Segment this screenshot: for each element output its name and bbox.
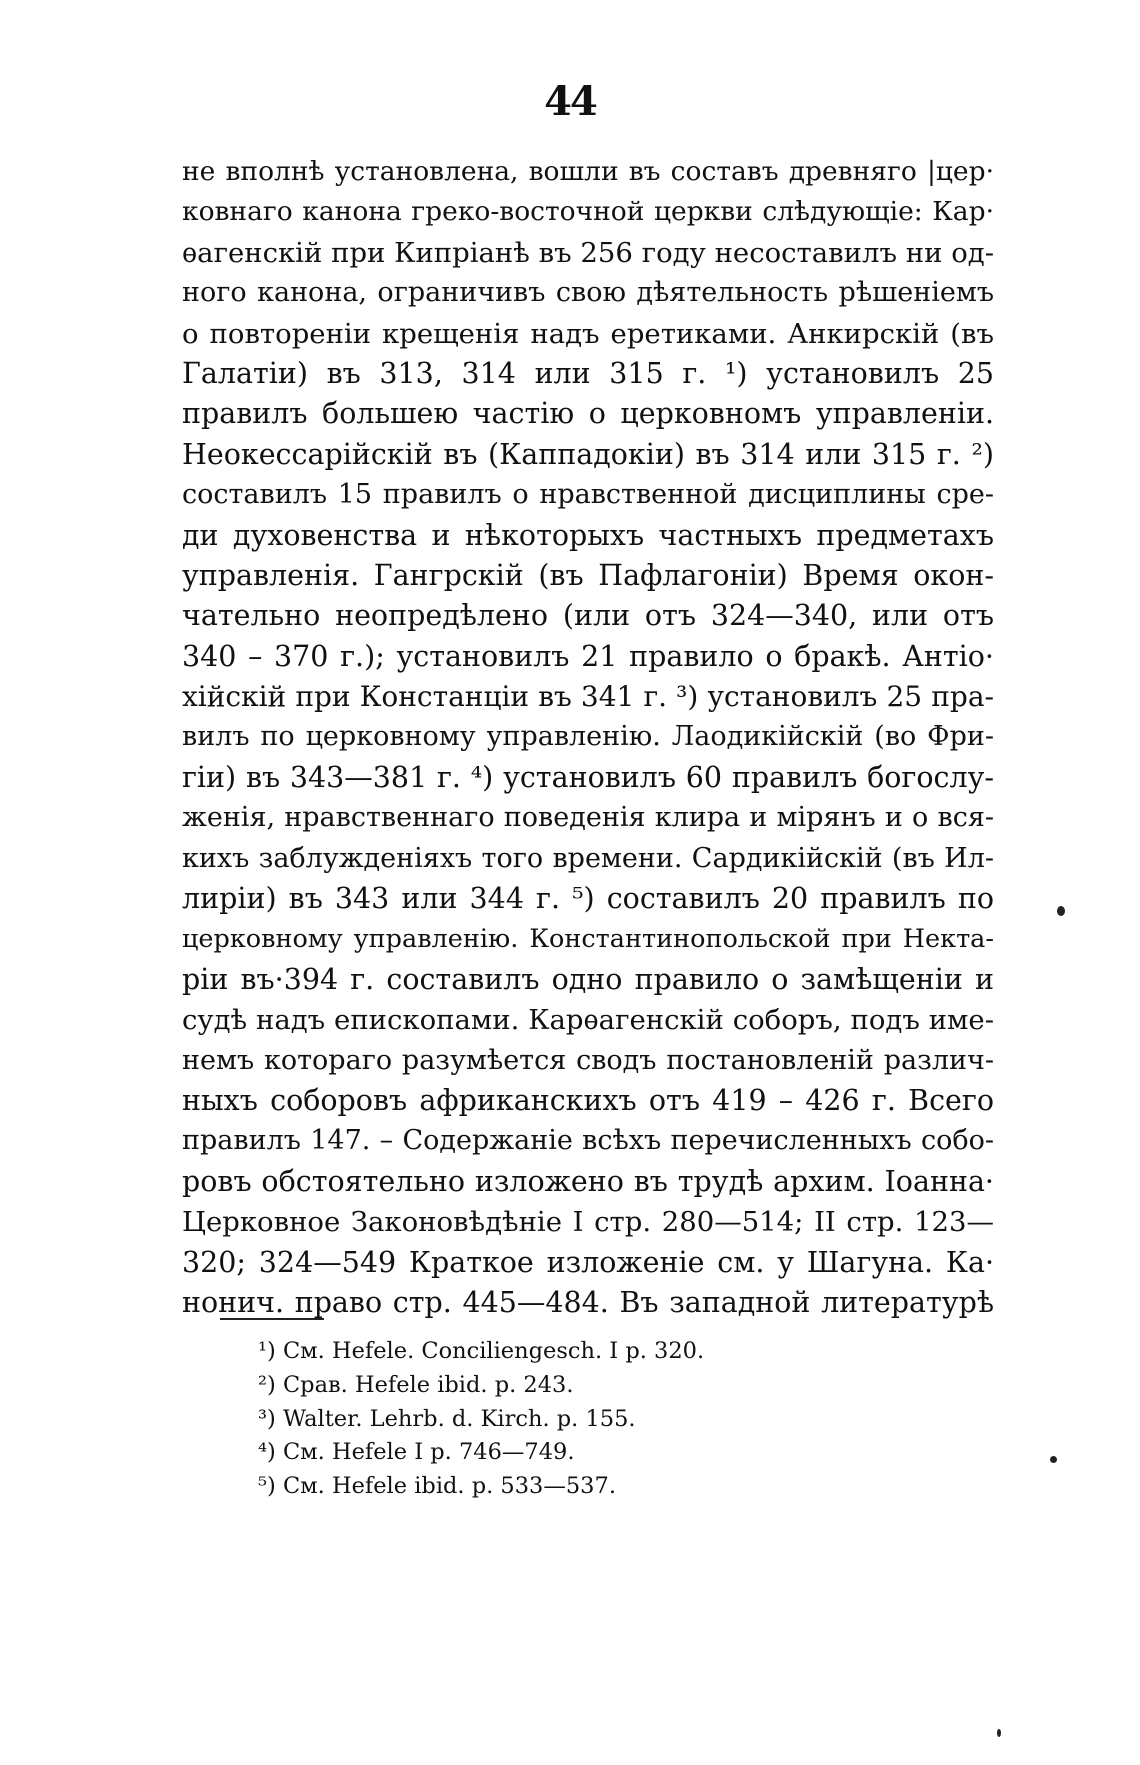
footnote-divider xyxy=(220,1318,324,1320)
text-line: кихъ заблужденіяхъ того времени. Сардикійскій (въ Ил- xyxy=(182,842,994,874)
footnote: ³) Walter. Lehrb. d. Kirch. p. 155. xyxy=(258,1405,636,1432)
text-line: нонич. право стр. 445—484. Въ западной литературѣ xyxy=(182,1285,994,1319)
text-line: чательно неопредѣлено (или отъ 324—340, или отъ xyxy=(182,599,994,633)
text-line: немъ котораго разумѣется сводъ постановленій различ- xyxy=(182,1044,994,1076)
text-line: гіи) въ 343—381 г. ⁴) установилъ 60 правилъ богослу- xyxy=(182,760,994,794)
text-line: женія, нравственнаго поведенія клира и мірянъ и о вся- xyxy=(182,802,994,834)
page-number: 44 xyxy=(544,78,596,125)
footnotes xyxy=(258,1335,858,1504)
text-line: 320; 324—549 Краткое изложеніе см. у Шагуна. Ка· xyxy=(182,1245,994,1279)
text-line: правилъ большею частію о церковномъ управленіи. xyxy=(182,397,994,431)
ink-speck xyxy=(1057,906,1065,916)
text-line: составилъ 15 правилъ о нравственной дисциплины сре- xyxy=(182,479,994,511)
text-line: Галатіи) въ 313, 314 или 315 г. ¹) установилъ 25 xyxy=(182,356,994,390)
footnote: ⁴) См. Hefele I p. 746—749. xyxy=(258,1439,575,1466)
text-line: управленія. Гангрскій (въ Пафлагоніи) Время окон- xyxy=(182,558,994,592)
text-line: вилъ по церковному управленію. Лаодикійскій (во Фри- xyxy=(182,721,994,753)
text-line: лиріи) въ 343 или 344 г. ⁵) составилъ 20 правилъ по xyxy=(182,882,994,916)
text-line: ди духовенства и нѣкоторыхъ частныхъ предметахъ xyxy=(182,518,994,552)
text-line: церковному управленію. Константинопольской при Некта- xyxy=(182,924,994,955)
text-line: правилъ 147. – Содержаніе всѣхъ перечисленныхъ собо- xyxy=(182,1125,994,1157)
ink-speck xyxy=(997,1729,1001,1737)
text-line: Церковное Законовѣдѣніе I стр. 280—514; II стр. 123— xyxy=(182,1206,994,1239)
text-line: ныхъ соборовъ африканскихъ отъ 419 – 426 г. Всего xyxy=(182,1083,994,1117)
text-line: ковнаго канона греко-восточной церкви слѣдующіе: Кар· xyxy=(182,196,994,228)
text-line: ѳагенскій при Кипріанѣ въ 256 году несоставилъ ни од- xyxy=(182,236,994,269)
ink-speck xyxy=(1050,1456,1057,1463)
text-line: ріи въ·394 г. составилъ одно правило о замѣщеніи и xyxy=(182,962,994,996)
footnote: ¹) См. Hefele. Conciliengesch. I p. 320. xyxy=(258,1338,705,1364)
text-line: 340 – 370 г.); установилъ 21 правило о бракѣ. Антіо· xyxy=(182,639,994,673)
text-line: ровъ обстоятельно изложено въ трудѣ архим. Іоанна· xyxy=(182,1164,994,1198)
text-line: Неокессарійскій въ (Каппадокіи) въ 314 или 315 г. ²) xyxy=(182,437,994,471)
footnote: ²) Срав. Hefele ibid. p. 243. xyxy=(258,1371,574,1398)
text-line: о повтореніи крещенія надъ еретиками. Анкирскій (въ xyxy=(182,317,994,350)
body-text xyxy=(182,152,994,1323)
text-line: не вполнѣ установлена, вошли въ составъ древняго |цер· xyxy=(182,156,994,187)
text-line: судѣ надъ епископами. Карѳагенскій соборъ, подъ име- xyxy=(182,1004,994,1037)
text-line: хійскій при Констанціи въ 341 г. ³) установилъ 25 пра- xyxy=(182,680,994,714)
footnote: ⁵) См. Hefele ibid. p. 533—537. xyxy=(258,1473,616,1500)
text-line: ного канона, ограничивъ свою дѣятельность рѣшеніемъ xyxy=(182,277,994,309)
